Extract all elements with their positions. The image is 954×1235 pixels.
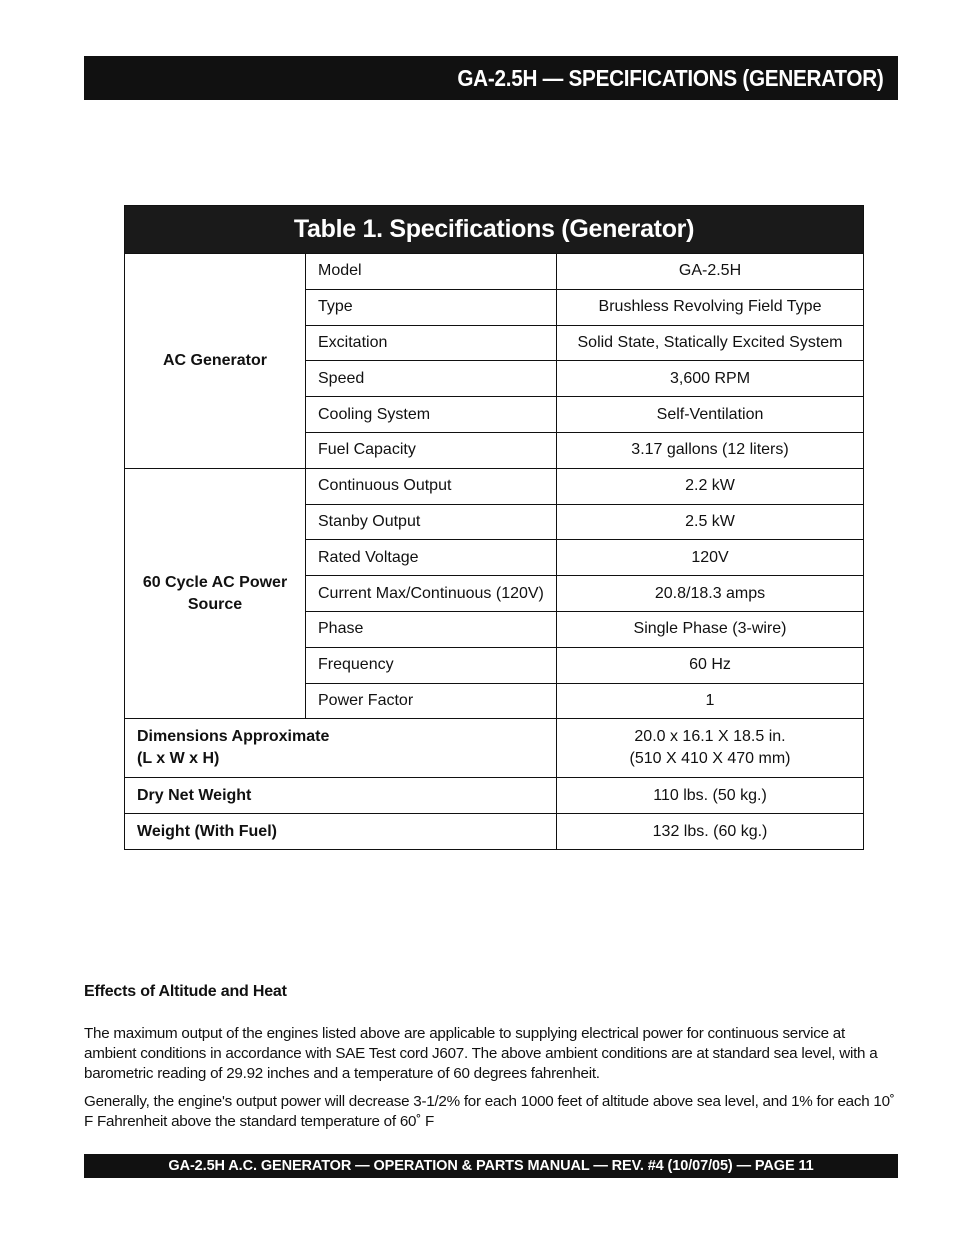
group-label-line1: 60 Cycle AC Power <box>142 573 288 591</box>
dimensions-label-line2: (L x W x H) <box>137 750 220 768</box>
page-header-title: GA-2.5H — SPECIFICATIONS (GENERATOR) <box>457 65 884 91</box>
property-cell: Rated Voltage <box>306 540 557 576</box>
group-label-ac-generator: AC Generator <box>125 254 306 469</box>
value-cell: GA-2.5H <box>557 254 864 290</box>
value-cell: 2.2 kW <box>557 468 864 504</box>
value-cell: 3.17 gallons (12 liters) <box>557 432 864 468</box>
dry-weight-value: 110 lbs. (50 kg.) <box>557 778 864 814</box>
property-cell: Model <box>306 254 557 290</box>
table-row-wet-weight <box>125 814 864 850</box>
property-cell: Cooling System <box>306 397 557 433</box>
value-cell: Self-Ventilation <box>557 397 864 433</box>
value-cell: 3,600 RPM <box>557 361 864 397</box>
property-cell: Frequency <box>306 647 557 683</box>
value-cell: 20.8/18.3 amps <box>557 576 864 612</box>
body-paragraph: The maximum output of the engines listed above are applicable to supplying electrical power for continuous service at ambient conditions in accordance with SAE Test cord J607. The above ambient conditions are at standard sea level, with a barometric reading of 29.92 inches and a temperature of 60 degrees fahrenheit. <box>84 1025 878 1082</box>
wet-weight-value: 132 lbs. (60 kg.) <box>557 814 864 850</box>
value-cell: Solid State, Statically Excited System <box>557 325 864 361</box>
dimensions-label-line1: Dimensions Approximate <box>137 728 330 746</box>
property-cell: Excitation <box>306 325 557 361</box>
property-cell: Power Factor <box>306 683 557 719</box>
property-cell: Fuel Capacity <box>306 432 557 468</box>
dimensions-value-line1: 20.0 x 16.1 X 18.5 in. <box>634 728 786 746</box>
section-heading: Effects of Altitude and Heat <box>84 983 287 1000</box>
table-row-dimensions <box>125 719 864 778</box>
table-row <box>125 254 864 290</box>
value-cell: Brushless Revolving Field Type <box>557 289 864 325</box>
property-cell: Speed <box>306 361 557 397</box>
value-cell: 2.5 kW <box>557 504 864 540</box>
page-footer-text: GA-2.5H A.C. GENERATOR — OPERATION & PARTS MANUAL — REV. #4 (10/07/05) — PAGE 11 <box>168 1158 814 1174</box>
value-cell: Single Phase (3-wire) <box>557 611 864 647</box>
dry-weight-label: Dry Net Weight <box>125 778 557 814</box>
specifications-table <box>124 205 864 850</box>
property-cell: Phase <box>306 611 557 647</box>
dimensions-label <box>125 719 557 778</box>
table-row-dry-weight <box>125 778 864 814</box>
value-cell: 120V <box>557 540 864 576</box>
body-paragraph: Generally, the engine's output power will decrease 3-1/2% for each 1000 feet of altitude above sea level, and 1% for each 10˚ F Fahrenheit above the standard temperature of 60˚ F <box>84 1093 895 1130</box>
table-row <box>125 468 864 504</box>
property-cell: Type <box>306 289 557 325</box>
value-cell: 60 Hz <box>557 647 864 683</box>
wet-weight-label: Weight (With Fuel) <box>125 814 557 850</box>
property-cell: Continuous Output <box>306 468 557 504</box>
page-header-bar <box>84 56 898 100</box>
dimensions-value <box>557 719 864 778</box>
property-cell: Stanby Output <box>306 504 557 540</box>
group-label-ac-power-source <box>125 468 306 719</box>
page-footer-bar <box>84 1154 898 1178</box>
property-cell: Current Max/Continuous (120V) <box>306 576 557 612</box>
dimensions-value-line2: (510 X 410 X 470 mm) <box>629 750 791 768</box>
table-caption: Table 1. Specifications (Generator) <box>125 206 864 254</box>
group-label-line2: Source <box>187 595 243 613</box>
value-cell: 1 <box>557 683 864 719</box>
